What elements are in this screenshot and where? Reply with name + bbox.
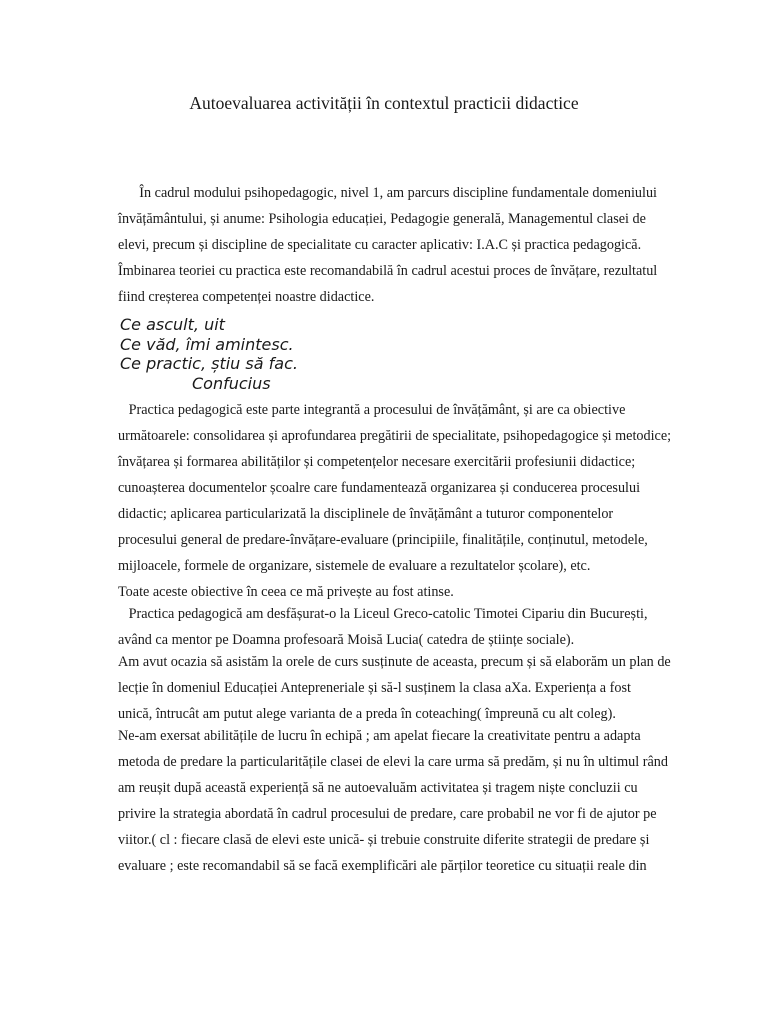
text-line: am reușit după această experiență să ne autoevaluăm activitatea și tragem niște concluzii cu xyxy=(118,780,638,796)
text-line: Practica pedagogică am desfășurat-o la Liceul Greco-catolic Timotei Cipariu din București, xyxy=(118,606,648,622)
text-line: unică, întrucât am putut alege varianta de a preda în coteaching( împreună cu alt coleg). xyxy=(118,706,616,722)
text-line: viitor.( cl : fiecare clasă de elevi este unică- și trebuie construite diferite strategii de predare și xyxy=(118,832,650,848)
text-line: didactic; aplicarea particularizată la disciplinele de învățământ a tuturor componentelor xyxy=(118,506,614,522)
text-line: următoarele: consolidarea și aprofundarea pregătirii de specialitate, psihopedagogice și metodice; xyxy=(118,428,672,444)
text-line: învățarea și formarea abilităților și competențelor necesare exercitării profesiunii didactice; xyxy=(118,454,636,470)
text-line: evaluare ; este recomandabil să se facă exemplificări ale părților teoretice cu situații reale din xyxy=(118,858,647,874)
text-line: elevi, precum și discipline de specialitate cu caracter aplicativ: I.A.C și practica pedagogică. xyxy=(118,237,642,253)
text-line: învățământului, și anume: Psihologia educației, Pedagogie generală, Managementul clasei de xyxy=(118,211,646,227)
text-line: Ne-am exersat abilitățile de lucru în echipă ; am apelat fiecare la creativitate pentru a adapta xyxy=(118,728,641,744)
text-line: având ca mentor pe Doamna profesoară Moisă Lucia( catedra de științe sociale). xyxy=(118,632,575,648)
body-paragraphs xyxy=(118,397,672,879)
text-line: Îmbinarea teoriei cu practica este recomandabilă în cadrul acestui proces de învățare, rezultatul xyxy=(118,263,658,279)
quote-author: Confucius xyxy=(192,373,271,393)
text-line: În cadrul modului psihopedagogic, nivel 1, am parcurs discipline fundamentale domeniului xyxy=(118,185,657,201)
text-line: Practica pedagogică este parte integrantă a procesului de învățământ, și are ca obiective xyxy=(118,402,626,418)
quote-line: Ce practic, știu să fac. xyxy=(120,354,298,373)
quote-line: Ce văd, îmi amintesc. xyxy=(120,334,294,354)
quote-line: Ce ascult, uit xyxy=(120,315,225,334)
text-line: lecție în domeniul Educației Antepreneriale și să-l susținem la clasa aXa. Experiența a fost xyxy=(118,680,631,696)
intro-paragraph xyxy=(118,180,658,310)
text-line: Am avut ocazia să asistăm la orele de curs susținute de aceasta, precum și să elaborăm un plan de xyxy=(118,654,671,670)
text-line: Toate aceste obiective în ceea ce mă privește au fost atinse. xyxy=(118,584,454,600)
text-line: fiind creșterea competenței noastre didactice. xyxy=(118,289,375,305)
quote-block xyxy=(120,315,298,393)
text-line: privire la strategia abordată în cadrul procesului de predare, care probabil ne vor fi de ajutor pe xyxy=(118,806,657,822)
text-line: mijloacele, formele de organizare, sistemele de evaluare a rezultatelor școlare), etc. xyxy=(118,558,591,574)
document-title: Autoevaluarea activității în contextul practicii didactice xyxy=(189,93,579,113)
text-line: procesului general de predare-învățare-evaluare (principiile, finalitățile, conținutul, metodele, xyxy=(118,532,648,548)
text-line: metoda de predare la particularitățile clasei de elevi la care urma să predăm, și nu în ultimul rând xyxy=(118,754,668,770)
text-line: cunoașterea documentelor școalre care fundamentează organizarea și conducerea procesului xyxy=(118,480,641,496)
